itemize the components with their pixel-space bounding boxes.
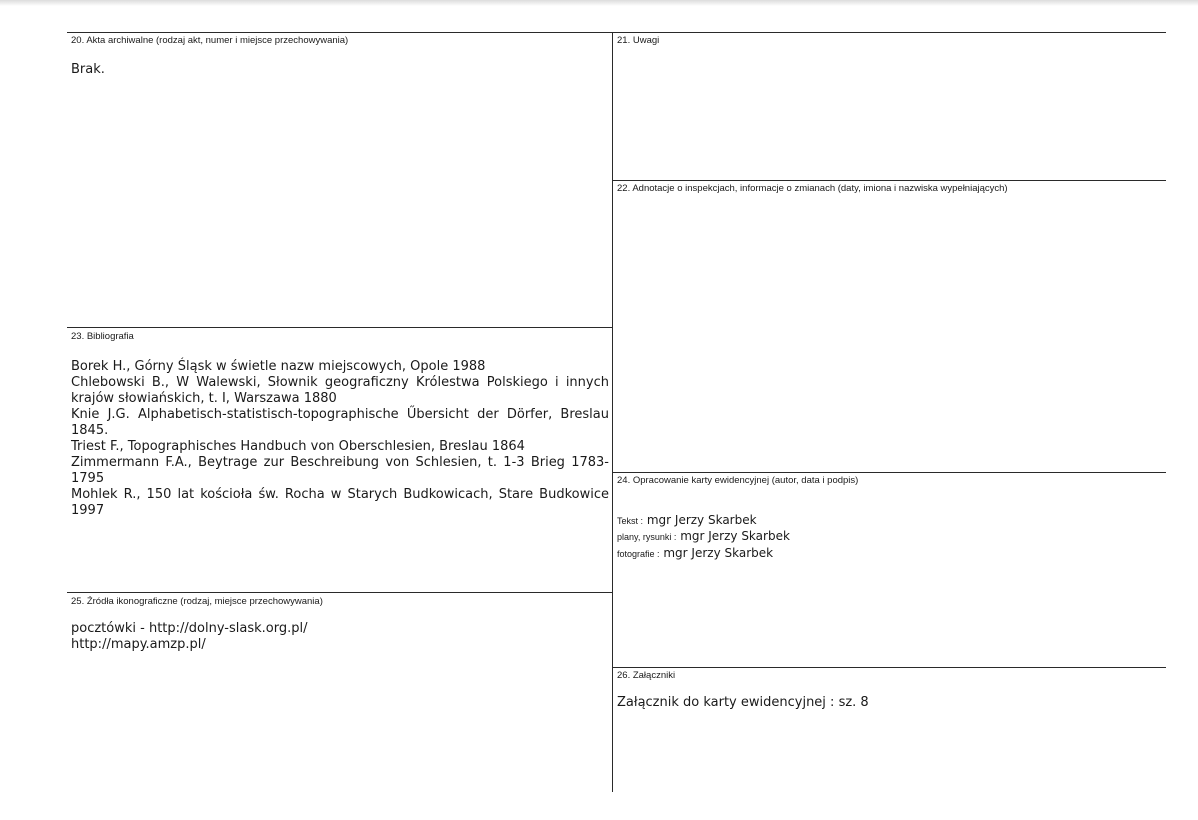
bibliography-entry: Knie J.G. Alphabetisch-statistisch-topographische Űbersicht der Dörfer, Breslau 1845. bbox=[71, 407, 609, 438]
author-photos-prefix: fotografie : bbox=[617, 549, 660, 559]
bibliography-entry: Borek H., Górny Śląsk w świetle nazw miejscowych, Opole 1988 bbox=[71, 359, 486, 374]
divider-21-22 bbox=[612, 180, 1166, 181]
divider-center bbox=[612, 32, 613, 792]
section-22-label: 22. Adnotacje o inspekcjach, informacje o zmianach (daty, imiona i nazwiska wypełniających) bbox=[617, 183, 1008, 194]
section-26-content: Załącznik do karty ewidencyjnej : sz. 8 bbox=[617, 695, 869, 710]
iconographic-source-item: http://mapy.amzp.pl/ bbox=[71, 637, 206, 652]
author-photos-line bbox=[617, 546, 773, 562]
bibliography-list bbox=[71, 359, 609, 519]
divider-top-right bbox=[612, 32, 1166, 33]
section-20-content: Brak. bbox=[71, 62, 105, 77]
author-plans-prefix: plany, rysunki : bbox=[617, 532, 677, 542]
divider-23-25 bbox=[67, 592, 612, 593]
bibliography-entry: Mohlek R., 150 lat kościoła św. Rocha w Starych Budkowicach, Stare Budkowice 1997 bbox=[71, 487, 609, 518]
section-24-label: 24. Opracowanie karty ewidencyjnej (autor, data i podpis) bbox=[617, 475, 859, 486]
divider-20-23 bbox=[67, 327, 612, 328]
section-23-label: 23. Bibliografia bbox=[71, 331, 134, 342]
author-text-line bbox=[617, 513, 757, 529]
section-25-label: 25. Źródła ikonograficzne (rodzaj, miejsce przechowywania) bbox=[71, 596, 323, 607]
section-26-label: 26. Załączniki bbox=[617, 670, 676, 681]
author-text-value: mgr Jerzy Skarbek bbox=[646, 513, 757, 527]
author-plans-value: mgr Jerzy Skarbek bbox=[680, 529, 790, 543]
divider-top-left bbox=[67, 32, 612, 33]
iconographic-sources bbox=[71, 621, 307, 653]
section-21-label: 21. Uwagi bbox=[617, 35, 660, 46]
divider-22-24 bbox=[612, 472, 1166, 473]
author-text-prefix: Tekst : bbox=[617, 516, 644, 526]
author-plans-line bbox=[617, 529, 790, 545]
bibliography-entry: Chlebowski B., W Walewski, Słownik geograficzny Królestwa Polskiego i innych krajów słowiańskich, t. I, Warszawa 1880 bbox=[71, 375, 609, 406]
scan-edge bbox=[0, 0, 1198, 6]
divider-24-26 bbox=[612, 667, 1166, 668]
iconographic-source-item: pocztówki - http://dolny-slask.org.pl/ bbox=[71, 621, 308, 636]
author-photos-value: mgr Jerzy Skarbek bbox=[663, 546, 774, 560]
bibliography-entry: Zimmermann F.A., Beytrage zur Beschreibung von Schlesien, t. 1-3 Brieg 1783-1795 bbox=[71, 455, 609, 486]
bibliography-entry: Triest F., Topographisches Handbuch von Oberschlesien, Breslau 1864 bbox=[71, 439, 525, 454]
section-20-label: 20. Akta archiwalne (rodzaj akt, numer i miejsce przechowywania) bbox=[71, 35, 349, 46]
